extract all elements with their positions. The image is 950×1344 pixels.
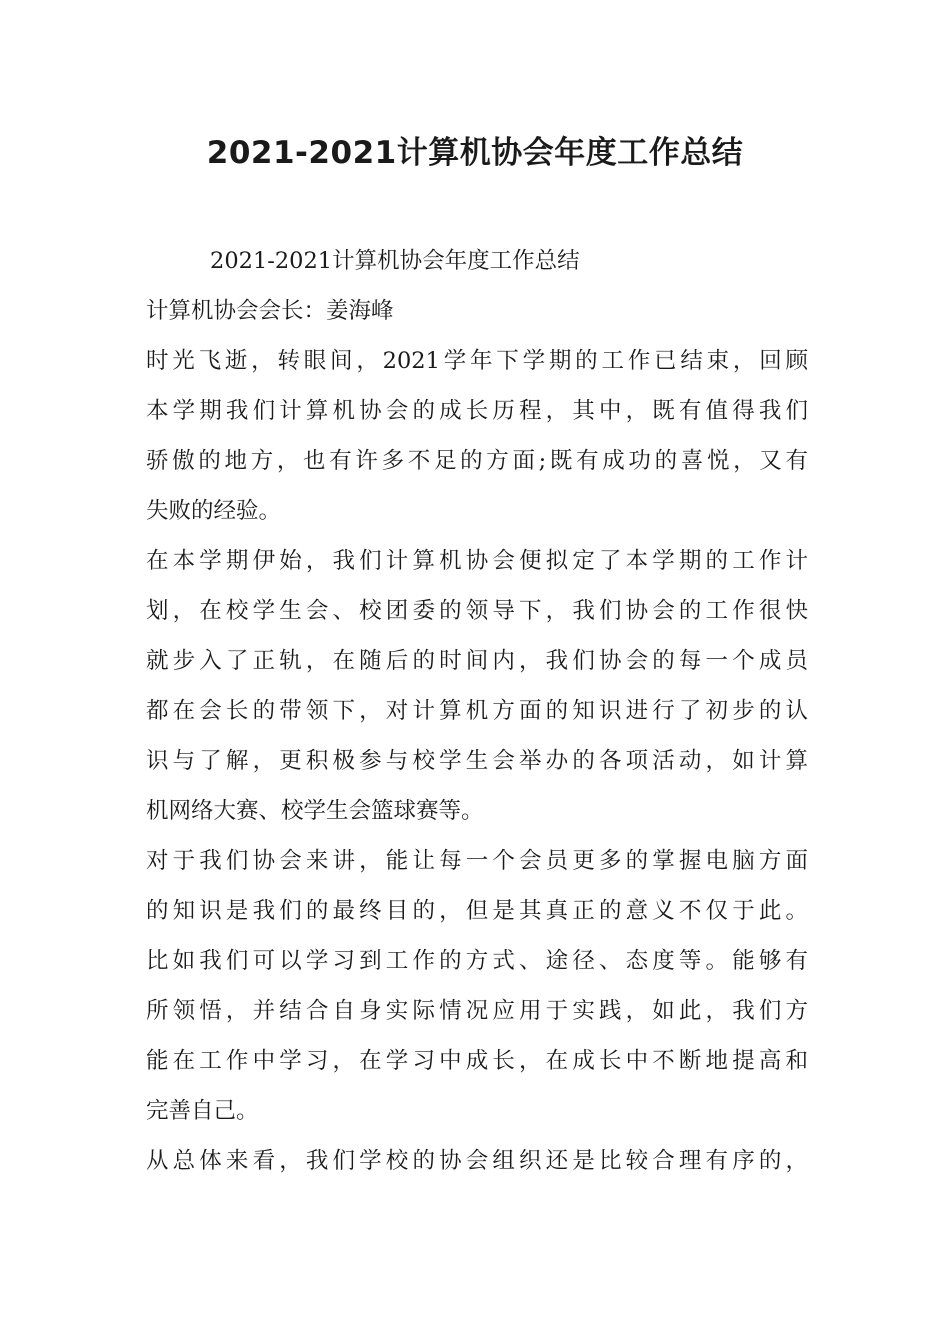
text-line: 计算机协会会长：姜海峰 xyxy=(146,298,394,324)
text-line: 2021-2021计算机协会年度工作总结 xyxy=(210,248,580,274)
text-line: 能在工作中学习，在学习中成长，在成长中不断地提高和 xyxy=(146,1048,808,1074)
text-line: 从总体来看，我们学校的协会组织还是比较合理有序的， xyxy=(146,1148,808,1174)
text-line: 划，在校学生会、校团委的领导下，我们协会的工作很快 xyxy=(146,598,808,624)
text-line: 机网络大赛、校学生会篮球赛等。 xyxy=(146,798,484,824)
text-line: 比如我们可以学习到工作的方式、途径、态度等。能够有 xyxy=(146,948,808,974)
text-line: 就步入了正轨，在随后的时间内，我们协会的每一个成员 xyxy=(146,648,808,674)
text-line: 的知识是我们的最终目的，但是其真正的意义不仅于此。 xyxy=(146,898,808,924)
text-line: 本学期我们计算机协会的成长历程，其中，既有值得我们 xyxy=(146,398,808,424)
document-body xyxy=(146,236,808,1186)
text-line: 都在会长的带领下，对计算机方面的知识进行了初步的认 xyxy=(146,698,808,724)
document-title: 2021-2021计算机协会年度工作总结 xyxy=(206,135,744,171)
text-line: 在本学期伊始，我们计算机协会便拟定了本学期的工作计 xyxy=(146,548,808,574)
text-line: 失败的经验。 xyxy=(146,498,282,524)
text-line: 所领悟，并结合自身实际情况应用于实践，如此，我们方 xyxy=(146,998,808,1024)
text-line: 骄傲的地方，也有许多不足的方面;既有成功的喜悦，又有 xyxy=(146,448,808,474)
text-line: 识与了解，更积极参与校学生会举办的各项活动，如计算 xyxy=(146,748,808,774)
text-line: 完善自己。 xyxy=(146,1098,259,1124)
text-line: 对于我们协会来讲，能让每一个会员更多的掌握电脑方面 xyxy=(146,848,808,874)
text-line: 时光飞逝，转眼间，2021学年下学期的工作已结束，回顾 xyxy=(146,348,808,374)
